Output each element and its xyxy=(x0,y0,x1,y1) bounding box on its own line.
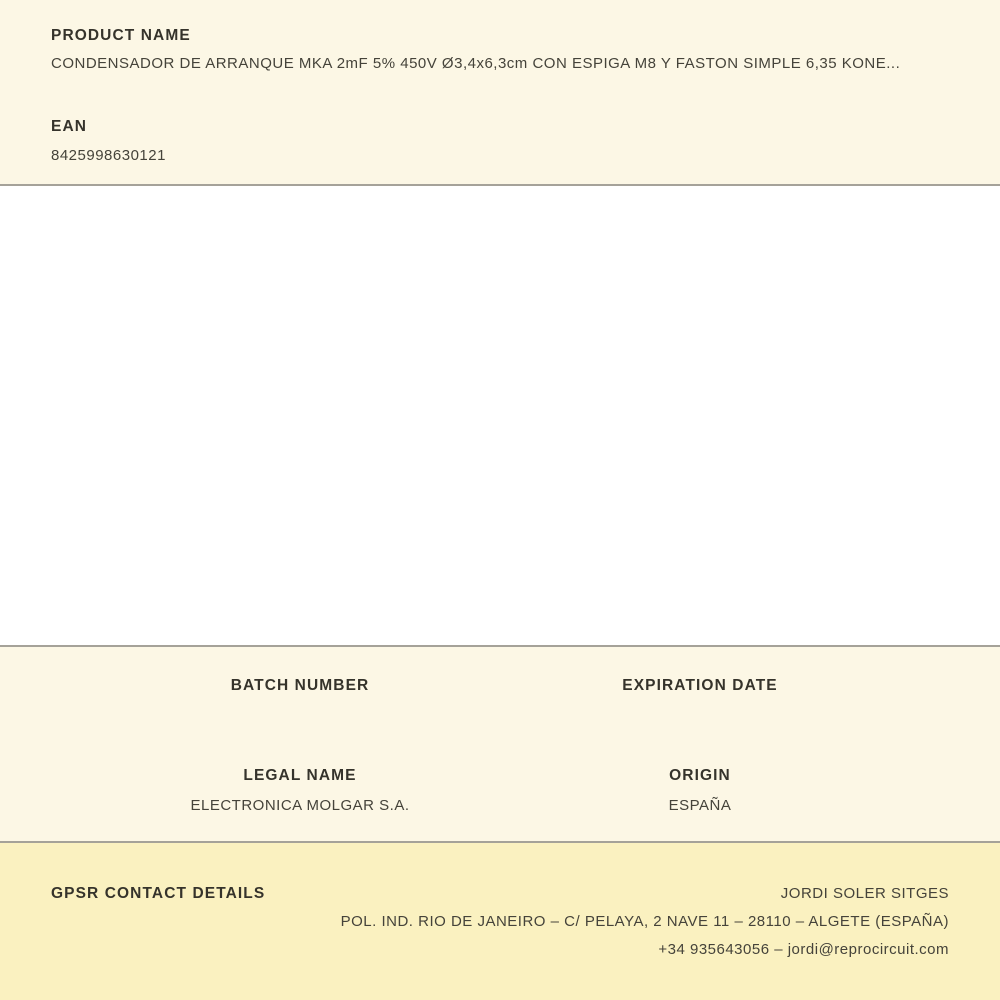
blank-content-area xyxy=(0,186,1000,645)
ean-label: EAN xyxy=(51,118,88,135)
product-header-section xyxy=(0,0,1000,186)
gpsr-contact-section xyxy=(0,843,1000,1000)
legal-name-value: ELECTRONICA MOLGAR S.A. xyxy=(190,797,410,814)
batch-number-label: BATCH NUMBER xyxy=(230,677,370,694)
gpsr-contact-address: POL. IND. RIO DE JANEIRO – C/ PELAYA, 2 NAVE 11 – 28110 – ALGETE (ESPAÑA) xyxy=(340,913,949,930)
ean-value: 8425998630121 xyxy=(51,147,166,164)
gpsr-contact-name: JORDI SOLER SITGES xyxy=(780,885,949,902)
expiration-date-label: EXPIRATION DATE xyxy=(622,677,778,694)
expiration-date-field xyxy=(500,676,900,695)
origin-label: ORIGIN xyxy=(669,767,731,784)
origin-field xyxy=(500,695,900,815)
details-grid xyxy=(100,676,900,815)
legal-name-field xyxy=(100,695,500,815)
details-section xyxy=(0,645,1000,843)
legal-name-label: LEGAL NAME xyxy=(243,767,357,784)
product-name-label: PRODUCT NAME xyxy=(51,27,191,44)
batch-number-field xyxy=(100,676,500,695)
origin-value: ESPAÑA xyxy=(668,797,732,814)
product-name-value: CONDENSADOR DE ARRANQUE MKA 2mF 5% 450V Ø3,4x6,3cm CON ESPIGA M8 Y FASTON SIMPLE 6,35 KONE... xyxy=(51,55,901,72)
gpsr-header-row xyxy=(51,884,949,903)
gpsr-contact-phone-email: +34 935643056 – jordi@reprocircuit.com xyxy=(658,941,949,958)
gpsr-contact-details-label: GPSR CONTACT DETAILS xyxy=(51,885,266,902)
